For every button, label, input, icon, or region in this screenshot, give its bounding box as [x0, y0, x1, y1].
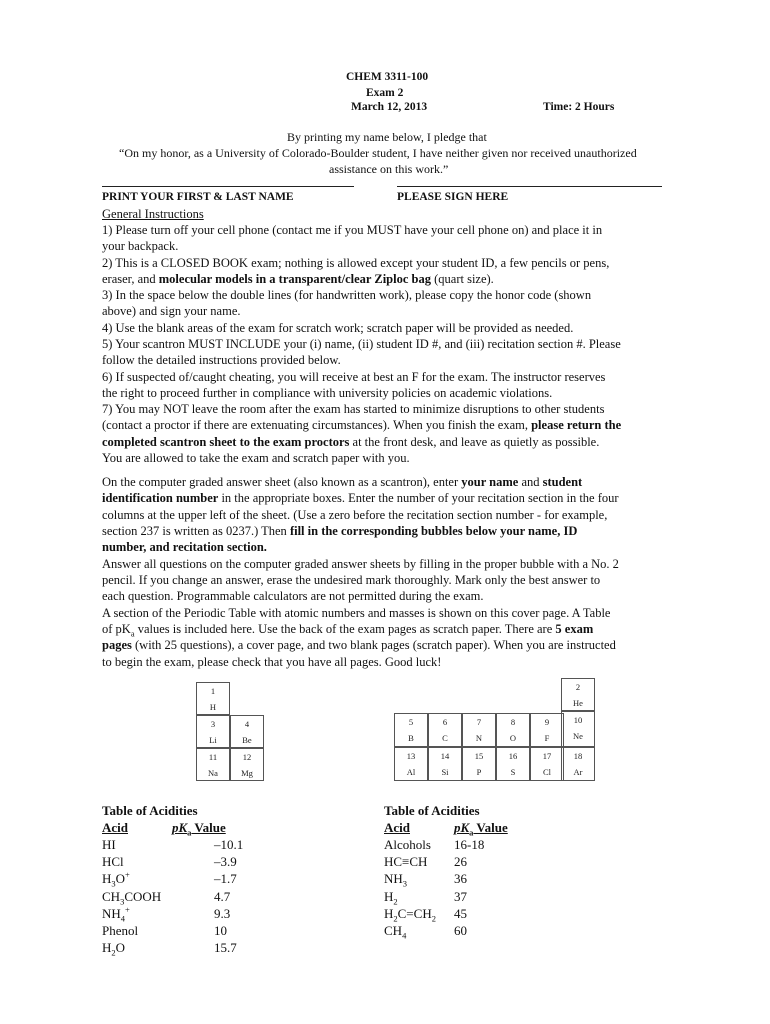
- element-cell: [394, 713, 428, 747]
- acid-row: [102, 870, 302, 887]
- element-cell: [496, 747, 530, 781]
- instruction-line: the right to proceed further in compliance with university policies on academic violations.: [102, 386, 553, 400]
- pka-value-label: Value: [473, 820, 508, 835]
- element-cell: [428, 713, 462, 747]
- acid-table-title: Table of Acidities: [384, 803, 480, 818]
- element-cell: [196, 748, 230, 781]
- element-cell: [561, 678, 595, 711]
- acid-column-header: Acid: [384, 820, 410, 835]
- atomic-number: 2: [575, 682, 581, 692]
- instruction-line: [102, 271, 494, 287]
- acid-formula-part: O: [115, 940, 126, 956]
- element-symbol: Be: [242, 735, 252, 745]
- scantron-line: columns at the upper left of the sheet. (Use a zero before the recitation section number - for example,: [102, 508, 608, 522]
- pka-value: 60: [454, 923, 467, 938]
- acid-subscript: 4: [120, 913, 126, 924]
- element-symbol: Na: [208, 768, 218, 778]
- acid-formula-part: CH: [384, 923, 403, 938]
- acid-name: Alcohols: [384, 837, 431, 852]
- name-line: [102, 186, 354, 187]
- acid-name: Phenol: [102, 923, 139, 938]
- acid-row: [384, 836, 584, 853]
- element-symbol: Al: [406, 767, 416, 777]
- scantron-line: [102, 637, 616, 653]
- atomic-number: 3: [210, 719, 216, 729]
- instruction-line: [102, 434, 599, 450]
- course-title: CHEM 3311-100: [346, 71, 429, 83]
- pka-value: 4.7: [214, 888, 231, 904]
- acid-subscript: 2: [393, 896, 398, 907]
- acid-formula-part: CH: [102, 888, 121, 904]
- atomic-number: 8: [510, 717, 516, 727]
- acid-name: [384, 888, 398, 905]
- atomic-number: 9: [544, 717, 550, 727]
- scantron-line: number, and recitation section.: [102, 540, 267, 554]
- pledge-line-3: assistance on this work.”: [329, 162, 449, 176]
- element-cell: [196, 715, 230, 748]
- pka-value: –10.1: [214, 837, 244, 852]
- name-label: PRINT YOUR FIRST & LAST NAME: [102, 191, 294, 203]
- scantron-line: to begin the exam, please check that you have all pages. Good luck!: [102, 655, 442, 669]
- acid-formula-part: H: [384, 905, 394, 921]
- acid-formula-part: H: [102, 940, 112, 956]
- acid-name: [102, 939, 125, 956]
- acid-name: [384, 870, 407, 887]
- acid-row: [384, 905, 584, 922]
- instruction-line: You are allowed to take the exam and scratch paper with you.: [102, 451, 410, 465]
- acid-subscript: 3: [120, 896, 125, 907]
- scantron-line: [102, 523, 577, 539]
- acid-name: [102, 888, 161, 905]
- acid-superscript: +: [125, 870, 130, 881]
- scantron-sub: a: [130, 628, 135, 639]
- instruction-bold: molecular models in a transparent/clear Ziploc bag: [158, 272, 431, 286]
- scantron-text: in the appropriate boxes. Enter the number of your recitation section in the four: [218, 491, 619, 505]
- acid-table-left: [102, 802, 302, 962]
- exam-date: March 12, 2013: [351, 101, 428, 113]
- element-cell: [561, 747, 595, 781]
- pka-value: 9.3: [214, 905, 231, 921]
- element-cell: [530, 713, 564, 747]
- scantron-bold: 5 exam: [555, 622, 594, 636]
- atomic-number: 1: [210, 686, 216, 696]
- element-symbol: P: [476, 767, 482, 777]
- acid-name: [384, 922, 406, 939]
- acid-row: [102, 853, 302, 870]
- instruction-text: eraser, and: [102, 272, 159, 286]
- pka-value: 37: [454, 888, 467, 904]
- instruction-line: 7) You may NOT leave the room after the exam has started to minimize disruptions to other students: [102, 402, 605, 416]
- acid-name: HI: [102, 837, 116, 852]
- atomic-number: 16: [508, 751, 518, 761]
- atomic-number: 13: [406, 751, 416, 761]
- element-symbol: Mg: [241, 768, 253, 778]
- atomic-number: 4: [244, 719, 250, 729]
- element-symbol: He: [573, 698, 583, 708]
- acid-row: [102, 939, 302, 956]
- element-symbol: F: [544, 733, 550, 743]
- scantron-line: [102, 474, 582, 490]
- atomic-number: 14: [440, 751, 450, 761]
- exam-number: Exam 2: [366, 87, 404, 99]
- acid-formula-part: C=CH: [397, 905, 432, 921]
- scantron-text: and: [518, 475, 543, 489]
- pka-value: 16-18: [454, 837, 485, 852]
- instruction-line: [102, 417, 621, 433]
- instruction-line: 3) In the space below the double lines (for handwritten work), please copy the honor code (shown: [102, 288, 592, 302]
- acid-formula-part: NH: [102, 905, 121, 921]
- instruction-line: 1) Please turn off your cell phone (contact me if you MUST have your cell phone on) and place it in: [102, 223, 603, 237]
- scantron-text: (with 25 questions), a cover page, and two blank pages (scratch paper). When you are instructed: [131, 638, 616, 652]
- signature-label: PLEASE SIGN HERE: [397, 191, 509, 203]
- atomic-number: 5: [408, 717, 414, 727]
- element-cell: [428, 747, 462, 781]
- pka-sub: a: [187, 827, 192, 838]
- element-symbol: Si: [441, 767, 449, 777]
- acid-row: [384, 870, 584, 887]
- acid-subscript: 2: [111, 947, 116, 958]
- instruction-text: (quart size).: [430, 272, 494, 286]
- instruction-line: 5) Your scantron MUST INCLUDE your (i) name, (ii) student ID #, and (iii) recitation section #. Please: [102, 337, 621, 351]
- acid-row: [384, 853, 584, 870]
- exam-time: Time: 2 Hours: [543, 101, 615, 113]
- scantron-line: [102, 490, 619, 506]
- pka-sub: a: [469, 827, 474, 838]
- element-symbol: Ar: [573, 767, 583, 777]
- atomic-number: 11: [208, 752, 218, 762]
- scantron-text: of pK: [102, 622, 131, 636]
- scantron-line: A section of the Periodic Table with atomic numbers and masses is shown on this cover page. A Table: [102, 606, 611, 620]
- pka-label: pK: [454, 820, 470, 835]
- scantron-bold: your name: [461, 475, 519, 489]
- acid-row: [384, 888, 584, 905]
- acid-subscript: 3: [111, 878, 116, 889]
- pka-value: 45: [454, 905, 467, 921]
- scantron-line: pencil. If you change an answer, erase the undesired mark thoroughly. Mark only the best answer to: [102, 573, 601, 587]
- instruction-line: 4) Use the blank areas of the exam for scratch work; scratch paper will be provided as needed.: [102, 321, 574, 335]
- scantron-line: Answer all questions on the computer graded answer sheets by filling in the proper bubble with a No. 2: [102, 557, 619, 571]
- atomic-number: 18: [573, 751, 583, 761]
- acid-table-title: Table of Acidities: [102, 803, 198, 818]
- acid-superscript: +: [125, 904, 130, 915]
- element-cell: [230, 715, 264, 748]
- acid-formula-part: O: [115, 871, 126, 887]
- instruction-line: follow the detailed instructions provided below.: [102, 353, 341, 367]
- acid-subscript: 2: [393, 913, 398, 924]
- element-cell: [394, 747, 428, 781]
- pka-value: 15.7: [214, 940, 237, 956]
- pledge-line-2: “On my honor, as a University of Colorado-Boulder student, I have neither given nor received unauthorized: [119, 146, 637, 160]
- acid-subscript: 3: [402, 878, 408, 889]
- element-cell: [496, 713, 530, 747]
- element-symbol: Cl: [542, 767, 552, 777]
- acid-name: [384, 905, 436, 922]
- element-symbol: B: [408, 733, 414, 743]
- instruction-bold: completed scantron sheet to the exam proctors: [102, 435, 350, 449]
- pledge-line-1: By printing my name below, I pledge that: [287, 130, 487, 144]
- acid-subscript: 4: [402, 930, 407, 941]
- atomic-number: 7: [476, 717, 482, 727]
- element-symbol: C: [442, 733, 448, 743]
- atomic-number: 6: [442, 717, 448, 727]
- element-symbol: N: [475, 733, 483, 743]
- instruction-line: above) and sign your name.: [102, 304, 241, 318]
- atomic-number: 17: [542, 751, 552, 761]
- element-symbol: Ne: [573, 731, 583, 741]
- element-cell: [561, 711, 595, 747]
- pka-column-header: [172, 819, 226, 836]
- instruction-line: 2) This is a CLOSED BOOK exam; nothing is allowed except your student ID, a few pencils or pens,: [102, 256, 610, 270]
- acid-row: [384, 922, 584, 939]
- pka-value: 10: [214, 923, 227, 938]
- atomic-number: 12: [242, 752, 252, 762]
- scantron-bold: identification number: [102, 491, 219, 505]
- scantron-bold: fill in the corresponding bubbles below your name, ID: [289, 524, 578, 538]
- instruction-bold: please return the: [531, 418, 622, 432]
- element-cell: [462, 713, 496, 747]
- scantron-text: values is included here. Use the back of the exam pages as scratch paper. There are: [134, 622, 556, 636]
- acid-name: HCl: [102, 854, 124, 870]
- element-cell: [530, 747, 564, 781]
- pka-value: 36: [454, 871, 467, 887]
- pka-value: –1.7: [214, 871, 237, 887]
- scantron-bold: student: [542, 475, 583, 489]
- atomic-number: 15: [474, 751, 484, 761]
- acid-row: [102, 922, 302, 939]
- acid-subscript: 2: [431, 913, 436, 924]
- element-symbol: H: [209, 702, 217, 712]
- pka-column-header: [454, 819, 508, 836]
- element-cell: [462, 747, 496, 781]
- scantron-text: section 237 is written as 0237.) Then: [102, 524, 290, 538]
- instruction-text: at the front desk, and leave as quietly as possible.: [349, 435, 600, 449]
- instructions-title: General Instructions: [102, 207, 204, 221]
- acid-formula-part: H: [102, 871, 112, 887]
- pka-label: pK: [172, 820, 188, 835]
- element-symbol: S: [510, 767, 516, 777]
- pka-value: –3.9: [214, 854, 237, 870]
- instruction-text: (contact a proctor if there are extenuating circumstances). When you finish the exam,: [102, 418, 532, 432]
- atomic-number: 10: [573, 715, 583, 725]
- scantron-text: On the computer graded answer sheet (also known as a scantron), enter: [102, 475, 462, 489]
- acid-table-right: [384, 802, 584, 942]
- acid-formula-part: COOH: [124, 888, 162, 904]
- scantron-bold: pages: [102, 638, 132, 652]
- pka-value: 26: [454, 854, 467, 870]
- acid-formula-part: NH: [384, 871, 403, 887]
- element-cell: [230, 748, 264, 781]
- acid-row: [102, 888, 302, 905]
- pka-value-label: Value: [191, 820, 226, 835]
- instruction-line: your backpack.: [102, 239, 179, 253]
- instruction-line: 6) If suspected of/caught cheating, you will receive at best an F for the exam. The instructor reserves: [102, 370, 606, 384]
- acid-column-header: Acid: [102, 820, 128, 835]
- element-cell: [196, 682, 230, 715]
- signature-line: [397, 186, 662, 187]
- acid-name: [102, 870, 130, 887]
- element-symbol: Li: [209, 735, 217, 745]
- acid-name: [102, 905, 130, 922]
- scantron-line: [102, 621, 593, 637]
- scantron-line: each question. Programmable calculators are not permitted during the exam.: [102, 589, 484, 603]
- acid-row: [102, 905, 302, 922]
- element-symbol: O: [509, 733, 517, 743]
- acid-name: HC≡CH: [384, 854, 428, 870]
- acid-formula-part: H: [384, 888, 394, 904]
- acid-row: [102, 836, 302, 853]
